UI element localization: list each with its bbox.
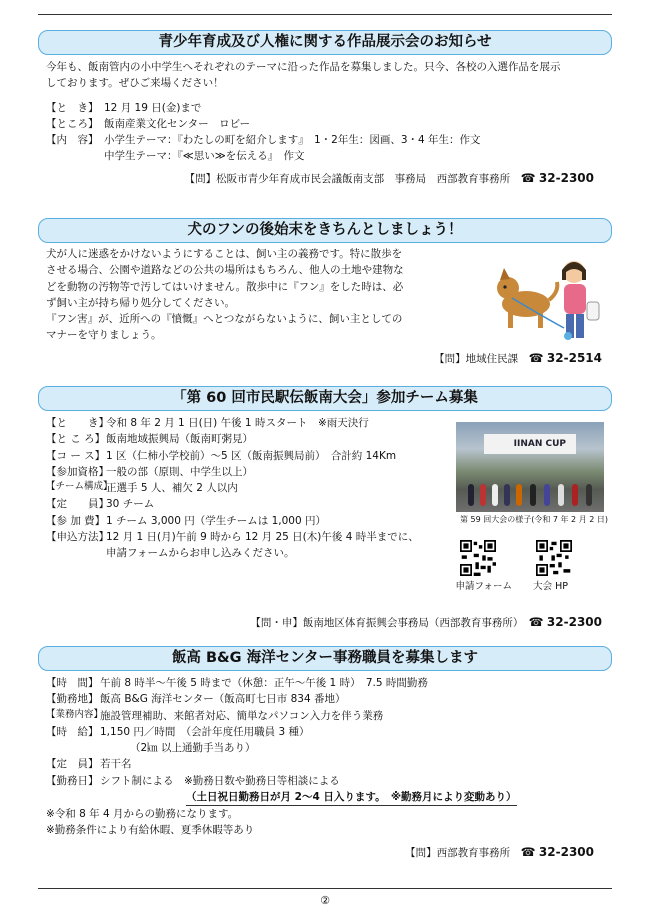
phone-number: 32-2514 [546, 351, 602, 366]
phone-number: 32-2300 [546, 615, 602, 630]
bottom-rule [38, 888, 612, 889]
detail-value: 正選手 5 人、補欠 2 人以内 [106, 482, 238, 495]
detail-label: 【参加資格】 [46, 465, 109, 478]
qr-website-label: 大会 HP [533, 581, 568, 592]
content-label: 【内 容】 [46, 134, 99, 147]
body-line: どを動物の汚物等で汚してはいけません。散歩中に『フン』をした時は、必 [46, 280, 404, 293]
detail-label: 【参 加 費】 [46, 514, 106, 527]
note-line: ※勤務条件により有給休暇、夏季休暇等あり [46, 824, 255, 837]
photo-caption: 第 59 回大会の様子(令和 7 年 2 月 2 日) [459, 515, 608, 524]
phone-icon: ☎ [528, 351, 544, 366]
detail-label: 【と こ ろ】 [46, 433, 106, 446]
race-photo [456, 422, 604, 512]
capacity-value: 若干名 [100, 758, 132, 771]
detail-value: 1 チーム 3,000 円（学生チームは 1,000 円） [106, 514, 326, 527]
when-value: 12 月 19 日(金)まで [104, 101, 202, 114]
qr-form-label: 申請フォーム [455, 581, 512, 592]
where-value: 飯南産業文化センター ロビー [104, 117, 251, 130]
dog-walker-illustration [486, 252, 604, 350]
wage-note: （2㎞ 以上通勤手当あり） [130, 742, 256, 755]
body-line: 『フン害』が、近所への『憤慨』へとつながらないように、飼い主としての [46, 313, 403, 326]
detail-value: 一般の部（原則、中学生以上） [106, 465, 253, 478]
detail-label: 【時 給】 [46, 725, 99, 738]
body-line: ず飼い主が持ち帰り処分してください。 [46, 296, 235, 309]
detail-value: 午前 8 時半～午後 5 時まで（休憩：正午～午後 1 時） 7.5 時間勤務 [100, 677, 428, 689]
detail-value: 施設管理補助、来館者対応、簡単なパソコン入力を伴う業務 [100, 709, 384, 722]
detail-value: 12 月 1 日(月)午前 9 時から 12 月 25 日(木)午後 4 時半までに、 [106, 530, 419, 543]
section-job-posting [38, 646, 612, 861]
days-note: （土日祝日勤務日が月 2～4 日入ります。 ※勤務月により変動あり） [186, 789, 517, 806]
section-dog-manners [38, 218, 612, 368]
body-line: マナーを守りましょう。 [46, 329, 162, 342]
detail-value: 令和 8 年 2 月 1 日(日) 午後 1 時スタート ※雨天決行 [106, 417, 369, 429]
detail-label: 【チーム構成】 [46, 481, 113, 493]
contact-text: 【問】西部教育事務所 [405, 846, 511, 859]
detail-value: 1,150 円／時間 （会計年度任用職員 3 種） [100, 725, 310, 738]
detail-value: 30 チーム [106, 498, 155, 511]
detail-value: 飯南地域振興局（飯南町粥見） [106, 433, 253, 446]
body-line: させる場合、公園や道路などの公共の場所はもちろん、他人の土地や建物な [46, 264, 404, 277]
section-heading: 飯高 B&G 海洋センター事務職員を募集します [38, 646, 612, 671]
intro-line: 今年も、飯南管内の小中学生へそれぞれのテーマに沿った作品を募集しました。只今、各校の入選作品を展示 [46, 61, 561, 73]
top-rule [38, 14, 612, 15]
detail-value: 申請フォームからお申し込みください。 [106, 547, 295, 560]
body-line: 犬が人に迷惑をかけないようにすることは、飼い主の義務です。特に散歩を [46, 248, 403, 260]
section-exhibition [38, 30, 612, 187]
section-heading: 青少年育成及び人権に関する作品展示会のお知らせ [38, 30, 612, 55]
phone-icon: ☎ [528, 615, 544, 630]
photo-banner: IINAN CUP [484, 434, 576, 454]
content-value: 小学生テーマ：『わたしの町を紹介します』 1・2年生：図画、3・4 年生：作文 [104, 134, 481, 147]
detail-label: 【勤務地】 [46, 693, 99, 706]
days-label: 【勤務日】 [46, 774, 99, 787]
phone-icon: ☎ [520, 170, 536, 185]
detail-label: 【定 員】 [46, 498, 109, 511]
qr-code-website[interactable] [536, 540, 572, 576]
section-ekiden [38, 386, 612, 632]
days-value: シフト制による ※勤務日数や勤務日等相談による [100, 774, 340, 787]
intro-line: しております。ぜひご来場ください！ [46, 77, 224, 90]
qr-code-form[interactable] [460, 540, 496, 576]
contact-text: 【問】地域住民課 [434, 353, 519, 366]
phone-number: 32-2300 [538, 170, 594, 185]
when-label: 【と き】 [46, 101, 99, 114]
detail-value: 飯高 B&G 海洋センター（飯高町七日市 834 番地） [100, 693, 346, 706]
where-label: 【ところ】 [46, 117, 99, 130]
section-heading: 犬のフンの後始末をきちんとしましょう！ [38, 218, 612, 243]
phone-number: 32-2300 [538, 844, 594, 859]
phone-icon: ☎ [520, 844, 536, 859]
content-value: 中学生テーマ：『≪思い≫を伝える』 作文 [104, 150, 305, 163]
detail-label: 【コ ー ス】 [46, 449, 106, 462]
detail-label: 【業務内容】 [46, 708, 104, 720]
page-number: ② [320, 894, 330, 907]
contact-text: 【問】松阪市青少年育成市民会議飯南支部 事務局 西部教育事務所 [184, 172, 511, 185]
detail-label: 【申込方法】 [46, 530, 109, 543]
contact-text: 【問・申】飯南地区体育振興会事務局（西部教育事務所） [250, 617, 519, 630]
note-line: ※令和 8 年 4 月からの勤務になります。 [46, 808, 239, 821]
detail-label: 【と き】 [46, 417, 109, 429]
detail-label: 【時 間】 [46, 677, 99, 689]
capacity-label: 【定 員】 [46, 758, 99, 771]
section-heading: 「第 60 回市民駅伝飯南大会」参加チーム募集 [38, 386, 612, 411]
detail-value: 1 区（仁柿小学校前）～5 区（飯南振興局前） 合計約 14Km [106, 449, 397, 462]
